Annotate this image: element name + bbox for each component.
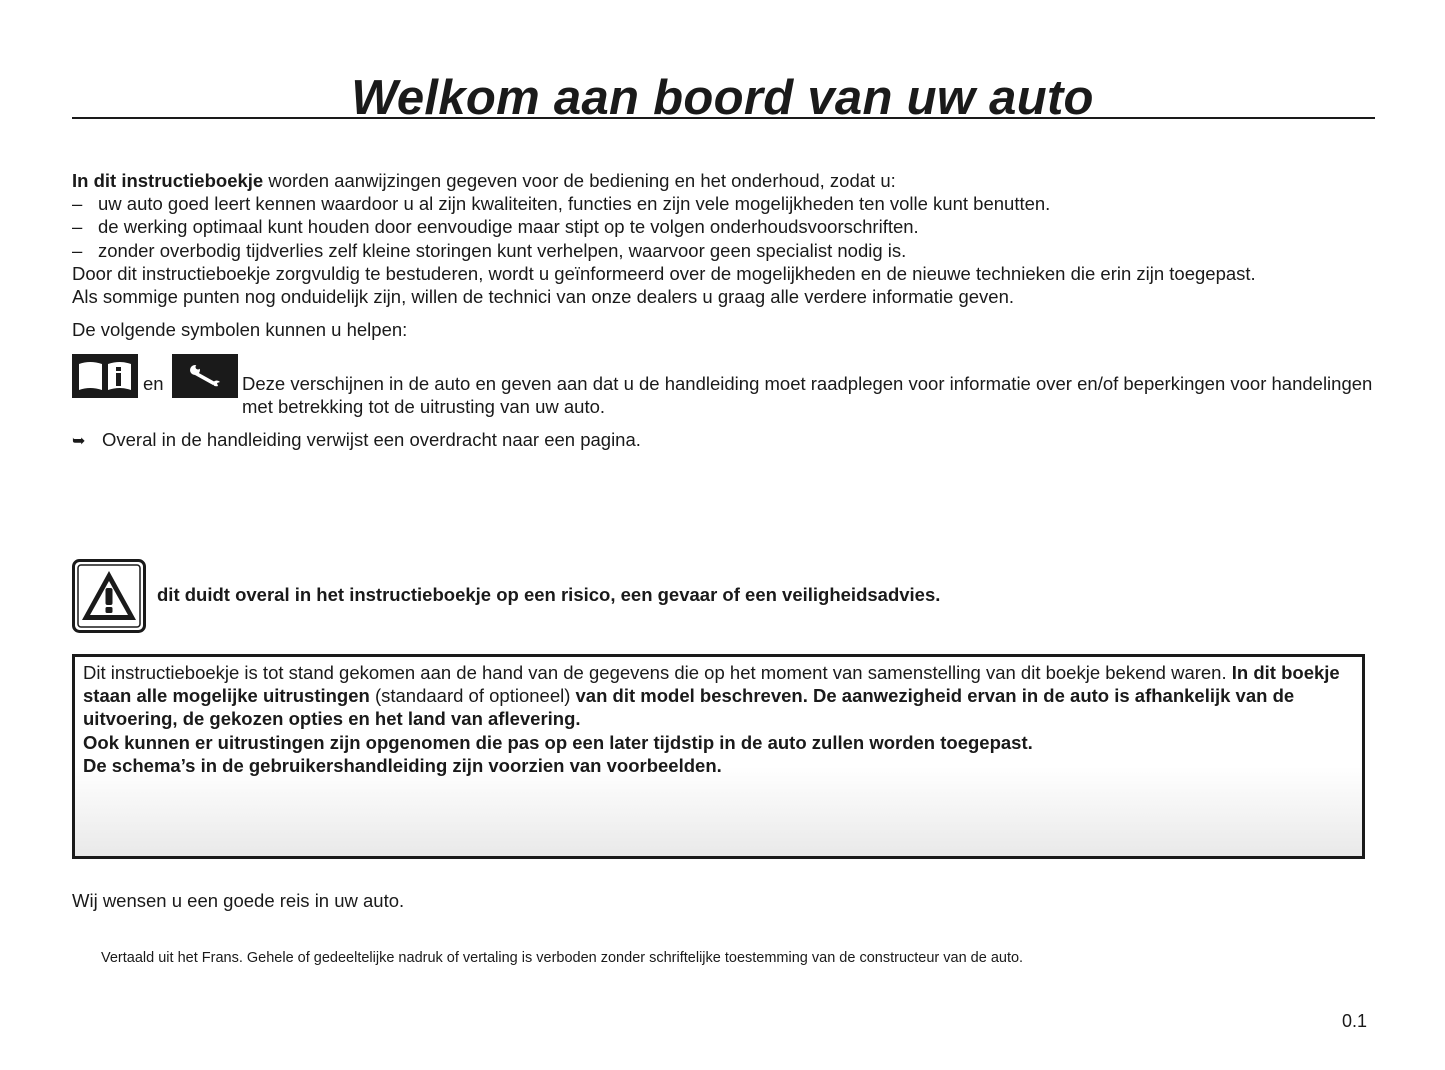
title-underline [72,117,1375,119]
wrench-icon [172,354,238,398]
notice-part-4: van dit model beschreven. De aanwezigheid ervan in de auto is afhankelijk van de uitvoering, de gekozen opties en het land van aflevering. [83,685,1295,730]
notice-line-2-bold: Ook kunnen er uitrustingen zijn opgenomen die pas op een later tijdstip in de auto zullen worden toegepast. [83,731,1033,753]
notice-part-3: (standaard of optioneel) [369,685,576,707]
notice-part-2: In dit boekje staan alle mogelijke uitrustingen [83,662,1340,707]
page-reference-note [72,428,641,454]
book-info-icon [72,354,138,398]
symbols-description: Deze verschijnen in de auto en geven aan dat u de handleiding moet raadplegen voor informatie over en/of beperkingen voor handelingen met betrekking tot de uitrusting van uw auto. [242,373,1373,418]
notice-line-3-bold: De schema’s in de gebruikershandleiding zijn voorzien van voorbeelden. [83,754,722,776]
intro-line-1: Door dit instructieboekje zorgvuldig te bestuderen, wordt u geïnformeerd over de mogelijkheden en de nieuwe technieken die erin zijn toegepast. [72,262,1256,284]
symbols-label: De volgende symbolen kunnen u helpen: [72,319,408,340]
intro-lead [72,169,1382,192]
page-title: Welkom aan boord van uw auto [351,71,1094,125]
intro-bullet [72,215,1382,238]
intro-bullet-text: zonder overbodig tijdverlies zelf kleine storingen kunt verhelpen, waarvoor geen specialist nodig is. [98,239,907,261]
notice-line-3 [83,754,1354,777]
intro-bullet [72,192,1382,215]
warning-text: dit duidt overal in het instructieboekje op een risico, een gevaar of een veiligheidsadvies. [157,584,941,605]
closing-text: Wij wensen u een goede reis in uw auto. [72,890,405,911]
intro-bullet-text: uw auto goed leert kennen waardoor u al zijn kwaliteiten, functies en zijn vele mogelijkheden ten volle kunt benutten. [98,193,1051,215]
notice-box [72,654,1365,859]
symbols-conjunction: en [143,373,164,394]
notice-part-1: Dit instructieboekje is tot stand gekomen aan de hand van de gegevens die op het moment van samenstelling van dit boekje bekend waren. [83,662,1232,683]
bullet-dash: – [72,216,83,238]
intro-bullet-text: de werking optimaal kunt houden door eenvoudige maar stipt op te volgen onderhoudsvoorschriften. [98,216,919,238]
page-number: 0.1 [1342,1011,1368,1031]
notice-line-2 [83,731,1354,754]
reference-text: Overal in de handleiding verwijst een overdracht naar een pagina. [102,429,641,450]
intro-section [72,169,1382,308]
notice-paragraph [83,661,1354,731]
bullet-dash: – [72,193,83,215]
bullet-dash: – [72,239,83,261]
intro-lead-rest: worden aanwijzingen gegeven voor de bediening en het onderhoud, zodat u: [263,170,896,191]
warning-triangle-icon [72,559,142,629]
intro-bullet [72,239,1382,262]
footnote: Vertaald uit het Frans. Gehele of gedeeltelijke nadruk of vertaling is verboden zonder schriftelijke toestemming van de constructeur van de auto. [101,950,1024,966]
intro-lead-bold: In dit instructieboekje [72,170,264,191]
intro-line-2: Als sommige punten nog onduidelijk zijn, willen de technici van onze dealers u graag alle verdere informatie geven. [72,286,1014,308]
reference-arrow-icon: ➥ [72,433,86,450]
